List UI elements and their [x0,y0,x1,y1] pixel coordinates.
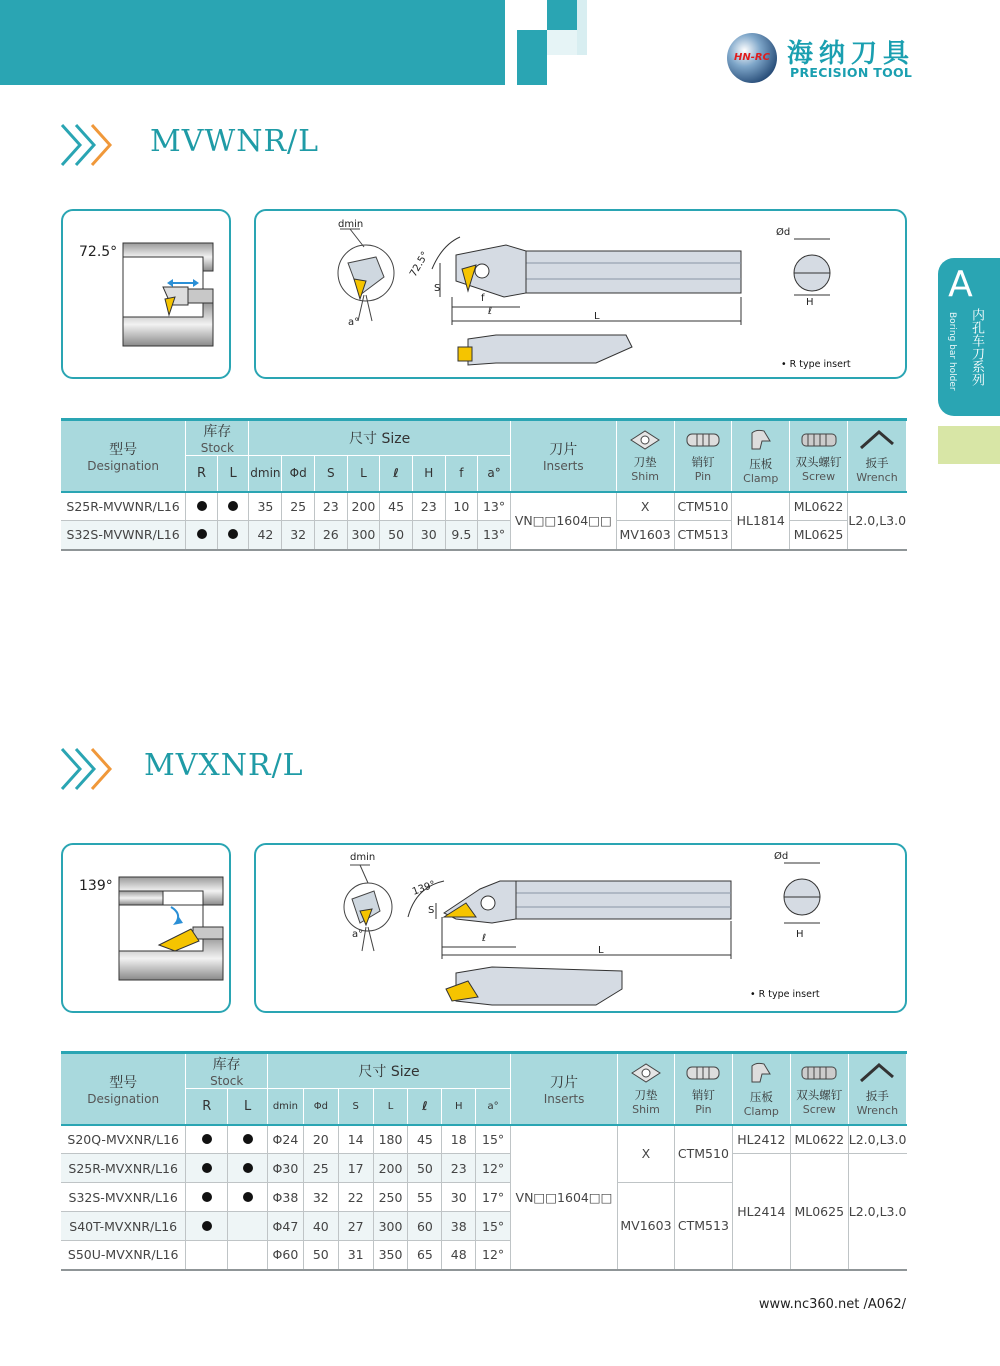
dmin-cell: Φ30 [267,1154,303,1183]
clamp-icon [746,427,776,453]
s-cell: 17 [338,1154,373,1183]
header-decor-square [517,30,547,85]
ell-cell: 45 [408,1125,442,1154]
header-decor-square [577,0,587,55]
in-stock-dot-icon [197,529,207,539]
wrench-cell: L2.0,L3.0 [848,1125,906,1154]
length-cell: 180 [373,1125,408,1154]
h-cell: 18 [442,1125,476,1154]
stock-r-cell [186,1212,228,1241]
length-header: L [373,1089,408,1125]
pin-header: 销钉 Pin [674,1053,732,1125]
pin-header: 销钉 Pin [674,420,732,492]
angle-label: 139° [410,879,438,898]
f-cell: 9.5 [445,521,478,550]
stock-l-cell [228,1125,268,1154]
s-cell: 22 [338,1183,373,1212]
phid-header: Φd [303,1089,338,1125]
length-cell: 350 [373,1241,408,1270]
bore-illustration [63,845,229,1011]
dmin-cell: 42 [249,521,282,550]
cutting-angle-label: 72.5° [79,244,118,260]
pin-cell: CTM510 [674,1125,732,1183]
a-cell: 13° [478,521,511,550]
designation-header: 型号 Designation [61,1053,186,1125]
brand-name-en: PRECISION TOOL [790,65,913,80]
f-label: f [481,293,485,304]
ell-cell: 60 [408,1212,442,1241]
clamp-cell: HL1814 [732,492,790,550]
dmin-cell: Φ38 [267,1183,303,1212]
s-label: S [434,283,441,294]
ell-cell: 50 [408,1154,442,1183]
side-tab-accent [938,426,1000,464]
phid-cell: 20 [303,1125,338,1154]
table-row [61,492,907,521]
a-header: a° [478,456,511,492]
clamp-cell: HL2412 [732,1125,790,1154]
ell-header: ℓ [380,456,413,492]
stock-r-header: R [186,456,218,492]
s-cell: 31 [338,1241,373,1270]
screw-icon [798,429,840,451]
a-cell: 15° [476,1125,511,1154]
angle-diagram-box [61,209,231,379]
ell-cell: 50 [380,521,413,550]
in-stock-dot-icon [202,1192,212,1202]
shim-cell: X [617,1125,674,1183]
clamp-icon [746,1060,776,1086]
ell-cell: 55 [408,1183,442,1212]
stock-l-header: L [228,1089,268,1125]
phid-header: Φd [282,456,315,492]
angle-diagram-box [61,843,231,1013]
designation-header: 型号 Designation [61,420,186,492]
designation-cell: S20Q-MVXNR/L16 [61,1125,186,1154]
h-label: H [796,929,804,940]
table-row [61,1154,907,1183]
designation-cell: S25R-MVXNR/L16 [61,1154,186,1183]
stock-l-cell [228,1154,268,1183]
section-title: MVWNR/L [150,124,320,159]
ell-cell: 65 [408,1241,442,1270]
pin-cell: CTM510 [674,492,732,521]
a-header: a° [476,1089,511,1125]
angle-label: 72.5° [408,249,432,280]
shim-header: 刀垫 Shim [617,1053,674,1125]
s-cell: 26 [314,521,347,550]
a-cell: 13° [478,492,511,521]
designation-cell: S40T-MVXNR/L16 [61,1212,186,1241]
designation-cell: S50U-MVXNR/L16 [61,1241,186,1270]
side-tab-letter: A [948,264,973,305]
side-tab-label-en: Boring bar holder [947,312,957,391]
logo-text: HN-RC [734,52,770,63]
in-stock-dot-icon [228,501,238,511]
dmin-header: dmin [249,456,282,492]
in-stock-dot-icon [243,1192,253,1202]
tool-drawing [256,845,905,1011]
shim-cell: MV1603 [617,1183,674,1270]
stock-r-header: R [186,1089,228,1125]
in-stock-dot-icon [243,1134,253,1144]
in-stock-dot-icon [197,501,207,511]
stock-r-cell [186,492,218,521]
length-label: L [598,945,604,956]
h-cell: 23 [412,492,445,521]
cutting-angle-label: 139° [79,878,113,894]
stock-l-cell [217,521,249,550]
s-cell: 14 [338,1125,373,1154]
ell-label: ℓ [482,933,487,944]
in-stock-dot-icon [202,1163,212,1173]
ell-label: ℓ [488,306,493,317]
h-header: H [412,456,445,492]
dmin-cell: Φ24 [267,1125,303,1154]
section-title: MVXNR/L [144,748,304,783]
a-cell: 12° [476,1241,511,1270]
a-cell: 17° [476,1183,511,1212]
spec-table-mvwnr [61,418,907,551]
in-stock-dot-icon [243,1163,253,1173]
shim-icon [627,429,663,451]
stock-l-cell [228,1183,268,1212]
clamp-header: 压板 Clamp [732,1053,790,1125]
wrench-icon [857,1061,897,1085]
s-cell: 23 [314,492,347,521]
wrench-cell: L2.0,L3.0 [848,1154,906,1270]
screw-cell: ML0622 [790,1125,848,1154]
in-stock-dot-icon [202,1221,212,1231]
stock-r-cell [186,1241,228,1270]
length-header: L [347,456,380,492]
stock-r-cell [186,1154,228,1183]
inserts-header: 刀片 Inserts [511,1053,618,1125]
stock-r-cell [186,521,218,550]
wrench-icon [857,428,897,452]
screw-header: 双头螺钉 Screw [790,420,848,492]
footer-url: www.nc360.net /A062/ [758,1297,906,1312]
h-cell: 38 [442,1212,476,1241]
chevrons-icon [58,746,118,792]
screw-cell: ML0625 [790,521,848,550]
dmin-label: dmin [350,852,376,863]
phid-cell: 25 [303,1154,338,1183]
a-cell: 15° [476,1212,511,1241]
designation-cell: S25R-MVWNR/L16 [61,492,186,521]
technical-drawing-box [254,843,907,1013]
dmin-header: dmin [267,1089,303,1125]
f-header: f [445,456,478,492]
in-stock-dot-icon [202,1134,212,1144]
s-header: S [338,1089,373,1125]
a-label: a° [348,317,360,328]
header-decor-square [547,30,577,55]
h-cell: 23 [442,1154,476,1183]
insert-note: • R type insert [781,359,851,370]
size-header: 尺寸 Size [267,1053,510,1089]
spec-table-mvxnr [61,1051,907,1271]
s-header: S [314,456,347,492]
designation-cell: S32S-MVWNR/L16 [61,521,186,550]
wrench-header: 扳手 Wrench [847,420,906,492]
wrench-header: 扳手 Wrench [848,1053,906,1125]
h-cell: 48 [442,1241,476,1270]
phid-cell: 32 [282,521,315,550]
f-cell: 10 [445,492,478,521]
wrench-cell: L2.0,L3.0 [847,492,906,550]
stock-l-cell [217,492,249,521]
h-header: H [442,1089,476,1125]
screw-header: 双头螺钉 Screw [790,1053,848,1125]
dmin-label: dmin [338,219,364,230]
phid-label: Ød [776,227,791,238]
screw-cell: ML0625 [790,1154,848,1270]
length-label: L [594,311,600,322]
shim-cell: X [616,492,674,521]
side-tab-label-cn: 内孔车刀系列 [969,308,984,386]
in-stock-dot-icon [228,529,238,539]
clamp-header: 压板 Clamp [732,420,790,492]
dmin-cell: Φ47 [267,1212,303,1241]
stock-r-cell [186,1183,228,1212]
h-label: H [806,297,814,308]
ell-cell: 45 [380,492,413,521]
pin-icon [683,429,723,451]
ell-header: ℓ [408,1089,442,1125]
h-cell: 30 [412,521,445,550]
length-cell: 200 [373,1154,408,1183]
shim-icon [628,1062,664,1084]
length-cell: 300 [373,1212,408,1241]
s-cell: 27 [338,1212,373,1241]
stock-header: 库存 Stock [186,420,249,456]
screw-icon [798,1062,840,1084]
phid-cell: 32 [303,1183,338,1212]
phid-cell: 50 [303,1241,338,1270]
s-label: S [428,905,435,916]
shim-cell: MV1603 [616,521,674,550]
designation-cell: S32S-MVXNR/L16 [61,1183,186,1212]
phid-label: Ød [774,851,789,862]
pin-icon [683,1062,723,1084]
header-bar [0,0,505,85]
bore-illustration [63,211,229,377]
dmin-cell: 35 [249,492,282,521]
stock-l-header: L [217,456,249,492]
clamp-cell: HL2414 [732,1154,790,1270]
screw-cell: ML0622 [790,492,848,521]
pin-cell: CTM513 [674,1183,732,1270]
length-cell: 250 [373,1183,408,1212]
length-cell: 300 [347,521,380,550]
table-row [61,1125,907,1154]
inserts-header: 刀片 Inserts [510,420,616,492]
length-cell: 200 [347,492,380,521]
stock-l-cell [228,1241,268,1270]
phid-cell: 40 [303,1212,338,1241]
shim-header: 刀垫 Shim [616,420,674,492]
phid-cell: 25 [282,492,315,521]
insert-note: • R type insert [750,989,820,1000]
h-cell: 30 [442,1183,476,1212]
insert-cell: VN□□1604□□ [511,1125,618,1270]
technical-drawing-box [254,209,907,379]
pin-cell: CTM513 [674,521,732,550]
a-cell: 12° [476,1154,511,1183]
stock-l-cell [228,1212,268,1241]
brand-name-cn: 海纳刀具 [787,39,916,69]
header-decor-square [547,0,577,30]
dmin-cell: Φ60 [267,1241,303,1270]
size-header: 尺寸 Size [249,420,510,456]
tool-drawing [256,211,905,377]
insert-cell: VN□□1604□□ [510,492,616,550]
stock-header: 库存 Stock [186,1053,268,1089]
chevrons-icon [58,122,118,168]
a-label: a° [352,929,364,940]
side-tab [938,258,1000,416]
stock-r-cell [186,1125,228,1154]
